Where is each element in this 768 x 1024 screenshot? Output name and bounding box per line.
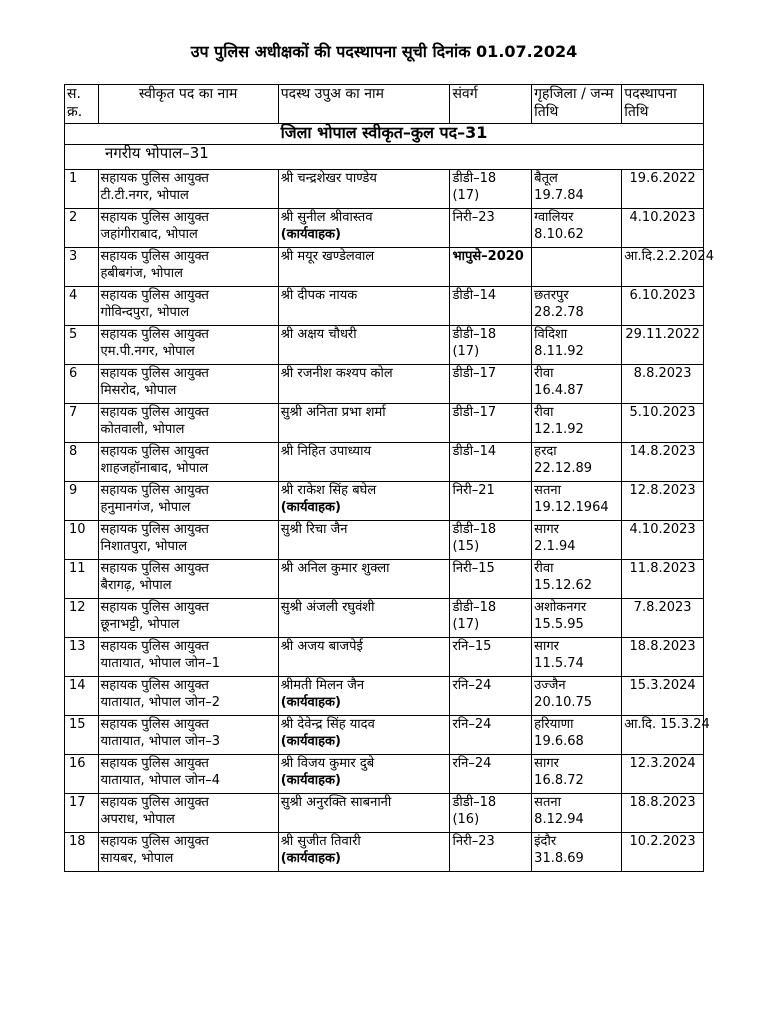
home-district: सागर <box>534 522 559 537</box>
posting-date: 18.8.2023 <box>622 638 704 677</box>
birth-date: 16.4.87 <box>534 383 584 398</box>
officer-name: सुश्री अंजली रघुवंशी <box>280 600 375 615</box>
home-cell <box>532 209 622 248</box>
posting-date: 14.8.2023 <box>622 443 704 482</box>
cadre-rank: (17) <box>452 344 480 359</box>
post-location: यातायात, भोपाल जोन–1 <box>100 656 220 671</box>
birth-date: 8.10.62 <box>534 227 584 242</box>
home-cell <box>532 794 622 833</box>
table-row <box>65 755 704 794</box>
cadre: रनि–24 <box>452 678 492 693</box>
serial-number: 18 <box>65 833 99 872</box>
birth-date: 2.1.94 <box>534 539 576 554</box>
officer-cell <box>278 677 450 716</box>
officer-name: सुश्री अनिता प्रभा शर्मा <box>280 405 386 420</box>
serial-number: 10 <box>65 521 99 560</box>
cadre: निरी–15 <box>452 561 495 576</box>
district-heading-row <box>65 124 704 145</box>
officer-note: (कार्यवाहक) <box>280 695 341 710</box>
post-title: सहायक पुलिस आयुक्त <box>100 288 209 303</box>
home-cell <box>532 248 622 287</box>
birth-date: 19.6.68 <box>534 734 584 749</box>
post-cell <box>98 482 278 521</box>
header-serial: स. क्र. <box>65 85 99 124</box>
posting-date: 4.10.2023 <box>622 209 704 248</box>
cadre: डीडी–14 <box>452 288 497 303</box>
cadre-cell <box>450 560 532 599</box>
post-cell <box>98 248 278 287</box>
serial-number: 5 <box>65 326 99 365</box>
birth-date: 12.1.92 <box>534 422 584 437</box>
birth-date: 8.12.94 <box>534 812 584 827</box>
post-cell <box>98 794 278 833</box>
home-cell <box>532 170 622 209</box>
cadre: डीडी–14 <box>452 444 497 459</box>
birth-date: 31.8.69 <box>534 851 584 866</box>
home-cell <box>532 482 622 521</box>
table-row <box>65 248 704 287</box>
post-title: सहायक पुलिस आयुक्त <box>100 561 209 576</box>
post-title: सहायक पुलिस आयुक्त <box>100 639 209 654</box>
post-cell <box>98 755 278 794</box>
cadre-rank: (17) <box>452 617 480 632</box>
home-district: इंदौर <box>534 834 557 849</box>
officer-name: सुश्री अनुरक्ति साबनानी <box>280 795 392 810</box>
home-cell <box>532 677 622 716</box>
table-row <box>65 209 704 248</box>
posting-date: 10.2.2023 <box>622 833 704 872</box>
officer-cell <box>278 404 450 443</box>
document-title: उप पुलिस अधीक्षकों की पदस्थापना सूची दिनांक 01.07.2024 <box>190 42 578 61</box>
serial-number: 14 <box>65 677 99 716</box>
cadre: डीडी–18 <box>452 522 497 537</box>
officer-name: श्रीमती मिलन जैन <box>280 678 365 693</box>
home-cell <box>532 287 622 326</box>
post-cell <box>98 209 278 248</box>
cadre-cell <box>450 404 532 443</box>
header-posting-date: पदस्थापना तिथि <box>622 85 704 124</box>
cadre: रनि–24 <box>452 756 492 771</box>
post-location: हबीबगंज, भोपाल <box>100 266 183 281</box>
serial-number: 3 <box>65 248 99 287</box>
posting-date: आ.दि. 15.3.24 <box>622 716 704 755</box>
post-title: सहायक पुलिस आयुक्त <box>100 249 209 264</box>
cadre-cell <box>450 599 532 638</box>
officer-note: (कार्यवाहक) <box>280 500 341 515</box>
table-row <box>65 599 704 638</box>
post-cell <box>98 716 278 755</box>
cadre: रनि–15 <box>452 639 492 654</box>
posting-date: 12.3.2024 <box>622 755 704 794</box>
header-row <box>65 85 704 124</box>
post-title: सहायक पुलिस आयुक्त <box>100 756 209 771</box>
officer-cell <box>278 248 450 287</box>
home-district: सागर <box>534 756 559 771</box>
officer-cell <box>278 170 450 209</box>
serial-number: 6 <box>65 365 99 404</box>
table-row <box>65 716 704 755</box>
birth-date: 22.12.89 <box>534 461 593 476</box>
header-post: स्वीकृत पद का नाम <box>98 85 278 124</box>
post-location: यातायात, भोपाल जोन–2 <box>100 695 220 710</box>
home-cell <box>532 755 622 794</box>
post-location: एम.पी.नगर, भोपाल <box>100 344 195 359</box>
post-location: सायबर, भोपाल <box>100 851 174 866</box>
posting-date: 8.8.2023 <box>622 365 704 404</box>
officer-cell <box>278 287 450 326</box>
officer-cell <box>278 755 450 794</box>
serial-number: 9 <box>65 482 99 521</box>
cadre-cell <box>450 248 532 287</box>
officer-note: (कार्यवाहक) <box>280 734 341 749</box>
officer-cell <box>278 365 450 404</box>
post-location: हनुमानगंज, भोपाल <box>100 500 191 515</box>
officer-name: श्री चन्द्रशेखर पाण्डेय <box>280 171 377 186</box>
posting-date: आ.दि.2.2.2024 <box>622 248 704 287</box>
cadre-cell <box>450 794 532 833</box>
officer-cell <box>278 443 450 482</box>
officer-cell <box>278 560 450 599</box>
post-location: शाहजहॉनाबाद, भोपाल <box>100 461 209 476</box>
post-location: मिसरोद, भोपाल <box>100 383 177 398</box>
officer-name: श्री सुनील श्रीवास्तव <box>280 210 373 225</box>
officer-name: श्री अनिल कुमार शुक्ला <box>280 561 390 576</box>
officer-name: सुश्री रिचा जैन <box>280 522 348 537</box>
officer-name: श्री विजय कुमार दुबे <box>280 756 375 771</box>
serial-number: 7 <box>65 404 99 443</box>
post-location: यातायात, भोपाल जोन–4 <box>100 773 220 788</box>
birth-date: 20.10.75 <box>534 695 593 710</box>
post-cell <box>98 560 278 599</box>
officer-cell <box>278 209 450 248</box>
post-cell <box>98 170 278 209</box>
serial-number: 11 <box>65 560 99 599</box>
officer-name: श्री मयूर खण्डेलवाल <box>280 249 375 264</box>
home-cell <box>532 365 622 404</box>
post-location: टी.टी.नगर, भोपाल <box>100 188 189 203</box>
officer-name: श्री रजनीश कश्यप कोल <box>280 366 393 381</box>
post-location: छूनाभट्टी, भोपाल <box>100 617 180 632</box>
cadre: डीडी–18 <box>452 171 497 186</box>
sub-heading-row <box>65 145 704 170</box>
birth-date: 19.7.84 <box>534 188 584 203</box>
cadre-cell <box>450 521 532 560</box>
cadre: रनि–24 <box>452 717 492 732</box>
home-cell <box>532 326 622 365</box>
serial-number: 17 <box>65 794 99 833</box>
officer-name: श्री सुजीत तिवारी <box>280 834 361 849</box>
post-cell <box>98 833 278 872</box>
officer-name: श्री राकेश सिंह बघेल <box>280 483 377 498</box>
birth-date: 11.5.74 <box>534 656 584 671</box>
officer-name: श्री निहित उपाध्याय <box>280 444 371 459</box>
table-row <box>65 794 704 833</box>
birth-date: 8.11.92 <box>534 344 584 359</box>
home-district: रीवा <box>534 561 554 576</box>
header-cadre: संवर्ग <box>450 85 532 124</box>
cadre: डीडी–18 <box>452 795 497 810</box>
cadre-rank: (17) <box>452 188 480 203</box>
home-district: विदिशा <box>534 327 568 342</box>
table-row <box>65 521 704 560</box>
posting-date: 29.11.2022 <box>622 326 704 365</box>
cadre-cell <box>450 443 532 482</box>
cadre-cell <box>450 716 532 755</box>
home-cell <box>532 443 622 482</box>
serial-number: 8 <box>65 443 99 482</box>
table-row <box>65 833 704 872</box>
cadre-cell <box>450 638 532 677</box>
table-row <box>65 677 704 716</box>
serial-number: 13 <box>65 638 99 677</box>
post-cell <box>98 599 278 638</box>
post-cell <box>98 443 278 482</box>
posting-date: 19.6.2022 <box>622 170 704 209</box>
home-district: हरियाणा <box>534 717 574 732</box>
district-heading: जिला भोपाल स्वीकृत–कुल पद–31 <box>65 124 704 145</box>
home-cell <box>532 833 622 872</box>
post-title: सहायक पुलिस आयुक्त <box>100 366 209 381</box>
home-cell <box>532 638 622 677</box>
sub-heading: नगरीय भोपाल–31 <box>65 145 704 170</box>
posting-date: 7.8.2023 <box>622 599 704 638</box>
officer-cell <box>278 794 450 833</box>
cadre-cell <box>450 170 532 209</box>
header-officer: पदस्थ उपुअ का नाम <box>278 85 450 124</box>
posting-date: 6.10.2023 <box>622 287 704 326</box>
officer-cell <box>278 521 450 560</box>
birth-date: 28.2.78 <box>534 305 584 320</box>
post-title: सहायक पुलिस आयुक्त <box>100 210 209 225</box>
post-location: अपराध, भोपाल <box>100 812 175 827</box>
posting-date: 4.10.2023 <box>622 521 704 560</box>
home-district: सागर <box>534 639 559 654</box>
serial-number: 16 <box>65 755 99 794</box>
home-district: छतरपुर <box>534 288 569 303</box>
cadre: डीडी–18 <box>452 327 497 342</box>
posting-date: 18.8.2023 <box>622 794 704 833</box>
post-title: सहायक पुलिस आयुक्त <box>100 522 209 537</box>
cadre-cell <box>450 287 532 326</box>
home-district: अशोकनगर <box>534 600 587 615</box>
cadre: निरी–23 <box>452 834 495 849</box>
table-row <box>65 326 704 365</box>
cadre-rank: (16) <box>452 812 480 827</box>
post-location: यातायात, भोपाल जोन–3 <box>100 734 220 749</box>
cadre: निरी–23 <box>452 210 495 225</box>
cadre-cell <box>450 677 532 716</box>
post-title: सहायक पुलिस आयुक्त <box>100 444 209 459</box>
home-district: रीवा <box>534 405 554 420</box>
post-cell <box>98 521 278 560</box>
officer-cell <box>278 482 450 521</box>
post-title: सहायक पुलिस आयुक्त <box>100 795 209 810</box>
officer-note: (कार्यवाहक) <box>280 227 341 242</box>
posting-date: 15.3.2024 <box>622 677 704 716</box>
table-row <box>65 560 704 599</box>
serial-number: 15 <box>65 716 99 755</box>
posting-date: 12.8.2023 <box>622 482 704 521</box>
home-district: रीवा <box>534 366 554 381</box>
birth-date: 15.5.95 <box>534 617 584 632</box>
officer-cell <box>278 599 450 638</box>
home-district: सतना <box>534 483 561 498</box>
officer-cell <box>278 716 450 755</box>
post-location: बैरागढ़, भोपाल <box>100 578 172 593</box>
posting-table <box>64 84 714 872</box>
officer-cell <box>278 833 450 872</box>
cadre-cell <box>450 365 532 404</box>
cadre: निरी–21 <box>452 483 495 498</box>
officer-cell <box>278 638 450 677</box>
home-cell <box>532 599 622 638</box>
post-cell <box>98 404 278 443</box>
post-cell <box>98 326 278 365</box>
table-row <box>65 638 704 677</box>
posting-date: 5.10.2023 <box>622 404 704 443</box>
cadre: भापुसे–2020 <box>452 249 524 264</box>
home-district: ग्वालियर <box>534 210 574 225</box>
post-location: कोतवाली, भोपाल <box>100 422 185 437</box>
post-cell <box>98 638 278 677</box>
serial-number: 12 <box>65 599 99 638</box>
table-row <box>65 287 704 326</box>
cadre-cell <box>450 326 532 365</box>
home-district: हरदा <box>534 444 557 459</box>
home-district: उज्जैन <box>534 678 566 693</box>
post-title: सहायक पुलिस आयुक्त <box>100 717 209 732</box>
cadre-cell <box>450 833 532 872</box>
table-row <box>65 365 704 404</box>
birth-date: 19.12.1964 <box>534 500 609 515</box>
cadre: डीडी–17 <box>452 405 497 420</box>
table-row <box>65 404 704 443</box>
home-district: सतना <box>534 795 561 810</box>
officer-note: (कार्यवाहक) <box>280 851 341 866</box>
post-title: सहायक पुलिस आयुक्त <box>100 483 209 498</box>
home-cell <box>532 404 622 443</box>
serial-number: 2 <box>65 209 99 248</box>
home-cell <box>532 716 622 755</box>
post-location: जहांगीराबाद, भोपाल <box>100 227 198 242</box>
home-cell <box>532 560 622 599</box>
cadre-cell <box>450 482 532 521</box>
cadre: डीडी–17 <box>452 366 497 381</box>
table-row <box>65 482 704 521</box>
post-cell <box>98 365 278 404</box>
cadre-cell <box>450 755 532 794</box>
officer-cell <box>278 326 450 365</box>
post-title: सहायक पुलिस आयुक्त <box>100 678 209 693</box>
serial-number: 1 <box>65 170 99 209</box>
cadre-rank: (15) <box>452 539 480 554</box>
cadre: डीडी–18 <box>452 600 497 615</box>
officer-name: श्री अजय बाजपेई <box>280 639 363 654</box>
post-location: गोविन्दपुरा, भोपाल <box>100 305 190 320</box>
post-title: सहायक पुलिस आयुक्त <box>100 327 209 342</box>
post-cell <box>98 287 278 326</box>
home-cell <box>532 521 622 560</box>
serial-number: 4 <box>65 287 99 326</box>
post-title: सहायक पुलिस आयुक्त <box>100 600 209 615</box>
post-title: सहायक पुलिस आयुक्त <box>100 834 209 849</box>
officer-name: श्री दीपक नायक <box>280 288 358 303</box>
officer-name: श्री अक्षय चौधरी <box>280 327 357 342</box>
birth-date: 15.12.62 <box>534 578 593 593</box>
post-title: सहायक पुलिस आयुक्त <box>100 171 209 186</box>
table-row <box>65 170 704 209</box>
home-district: बैतूल <box>534 171 558 186</box>
post-title: सहायक पुलिस आयुक्त <box>100 405 209 420</box>
birth-date: 16.8.72 <box>534 773 584 788</box>
cadre-cell <box>450 209 532 248</box>
posting-date: 11.8.2023 <box>622 560 704 599</box>
officer-note: (कार्यवाहक) <box>280 773 341 788</box>
post-cell <box>98 677 278 716</box>
officer-name: श्री देवेन्द्र सिंह यादव <box>280 717 375 732</box>
table-row <box>65 443 704 482</box>
header-home-dob: गृहजिला / जन्म तिथि <box>532 85 622 124</box>
post-location: निशातपुरा, भोपाल <box>100 539 188 554</box>
